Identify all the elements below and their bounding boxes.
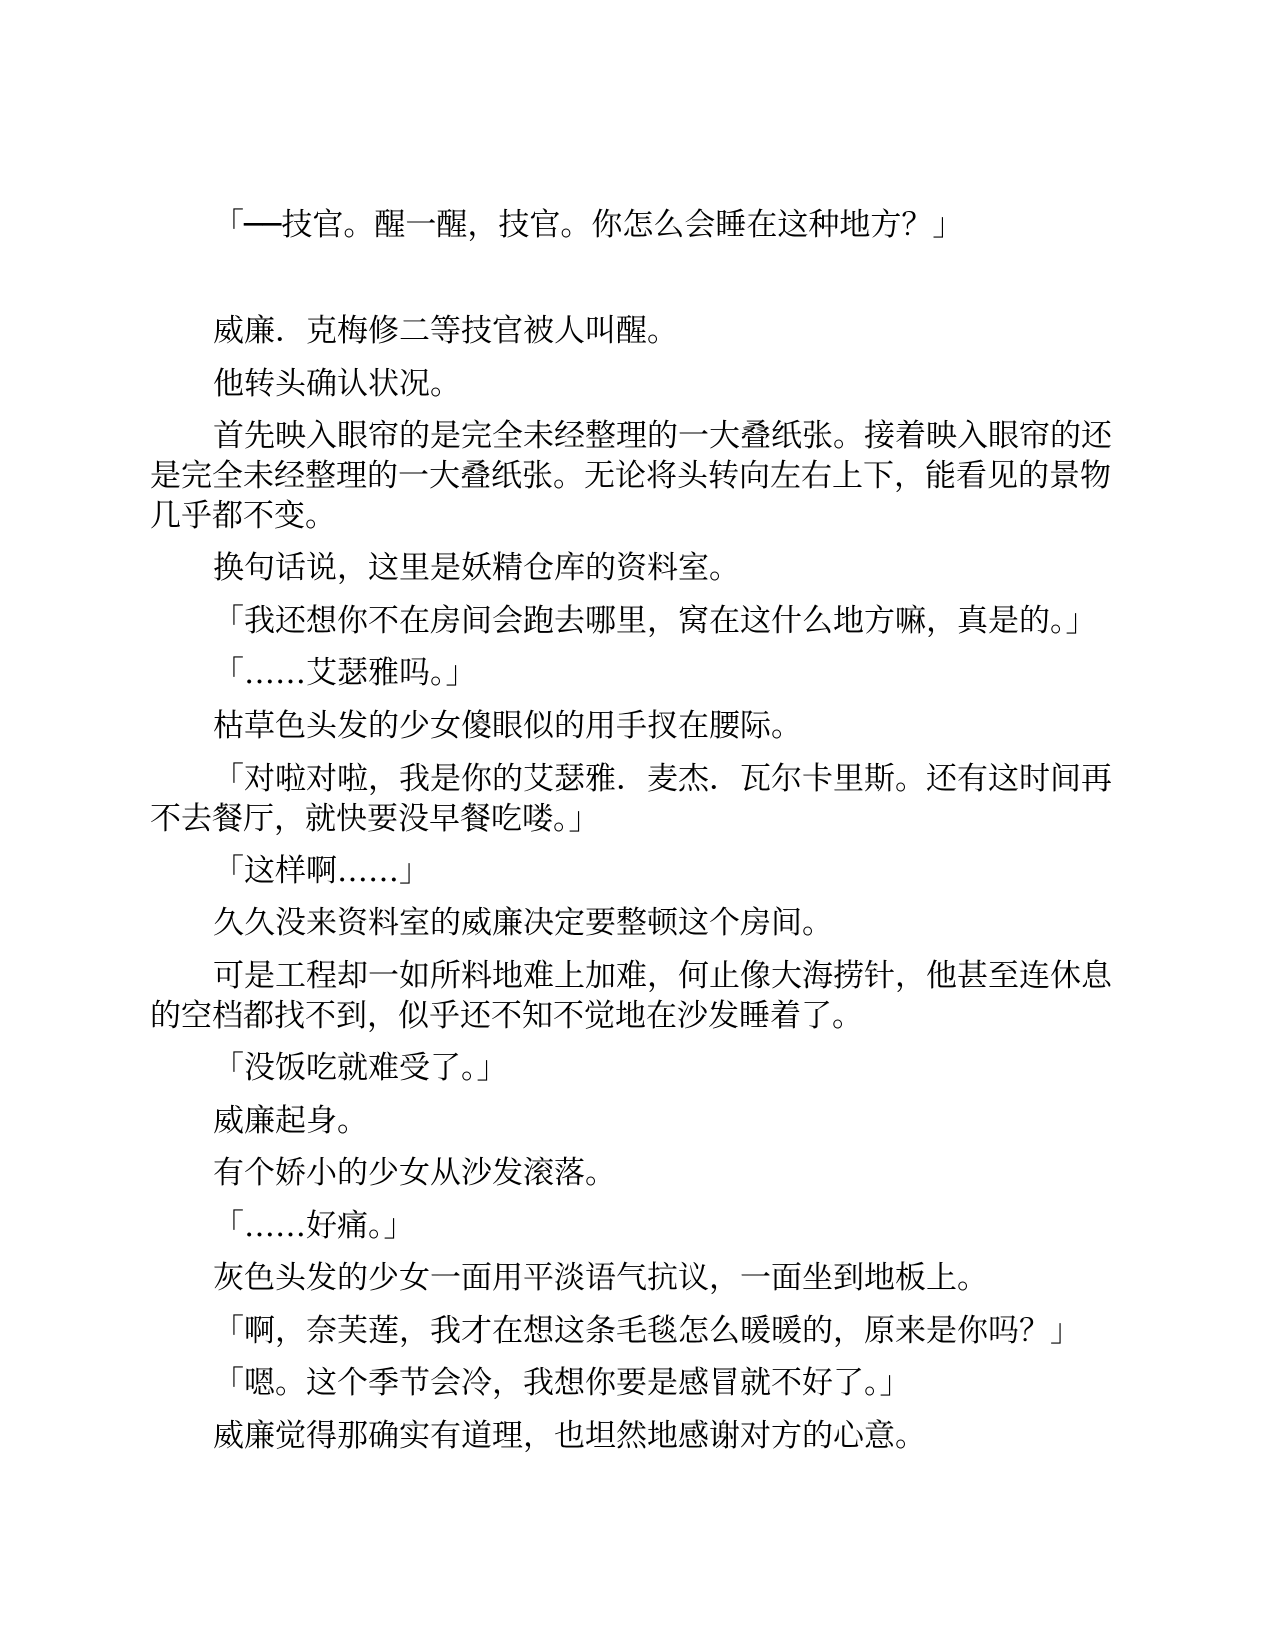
text-line: 「啊，奈芙莲，我才在想这条毛毯怎么暖暖的，原来是你吗？」 <box>213 1313 1081 1349</box>
text-line: 有个娇小的少女从沙发滚落。 <box>213 1155 616 1191</box>
text-line: 「……好痛。」 <box>213 1208 415 1244</box>
text-line: 他转头确认状况。 <box>213 366 461 402</box>
text-line: 首先映入眼帘的是完全未经整理的一大叠纸张。接着映入眼帘的还 <box>213 418 1112 454</box>
text-line: 「嗯。这个季节会冷，我想你要是感冒就不好了。」 <box>213 1365 911 1401</box>
text-line: 枯草色头发的少女傻眼似的用手扠在腰际。 <box>213 708 802 744</box>
text-line: 「我还想你不在房间会跑去哪里，窝在这什么地方嘛，真是的。」 <box>213 603 1097 639</box>
text-line: 「对啦对啦，我是你的艾瑟雅．麦杰．瓦尔卡里斯。还有这时间再 <box>213 761 1112 797</box>
text-line: 换句话说，这里是妖精仓库的资料室。 <box>213 550 740 586</box>
text-line: 「……艾瑟雅吗。」 <box>213 655 477 691</box>
text-line: 威廉．克梅修二等技官被人叫醒。 <box>213 313 678 349</box>
text-line: 是完全未经整理的一大叠纸张。无论将头转向左右上下，能看见的景物 <box>150 458 1111 494</box>
text-line: 几乎都不变。 <box>150 498 336 534</box>
text-line: 「没饭吃就难受了。」 <box>213 1050 508 1086</box>
text-line: 灰色头发的少女一面用平淡语气抗议，一面坐到地板上。 <box>213 1260 988 1296</box>
text-line: 久久没来资料室的威廉决定要整顿这个房间。 <box>213 905 833 941</box>
text-line: 可是工程却一如所料地难上加难，何止像大海捞针，他甚至连休息 <box>213 958 1112 994</box>
text-line: 不去餐厅，就快要没早餐吃喽。」 <box>150 801 600 837</box>
text-line: 「──技官。醒一醒，技官。你怎么会睡在这种地方？」 <box>213 207 964 243</box>
text-line: 「这样啊……」 <box>213 853 430 889</box>
text-line: 的空档都找不到，似乎还不知不觉地在沙发睡着了。 <box>150 998 863 1034</box>
text-line: 威廉起身。 <box>213 1103 368 1139</box>
text-line: 威廉觉得那确实有道理，也坦然地感谢对方的心意。 <box>213 1418 926 1454</box>
